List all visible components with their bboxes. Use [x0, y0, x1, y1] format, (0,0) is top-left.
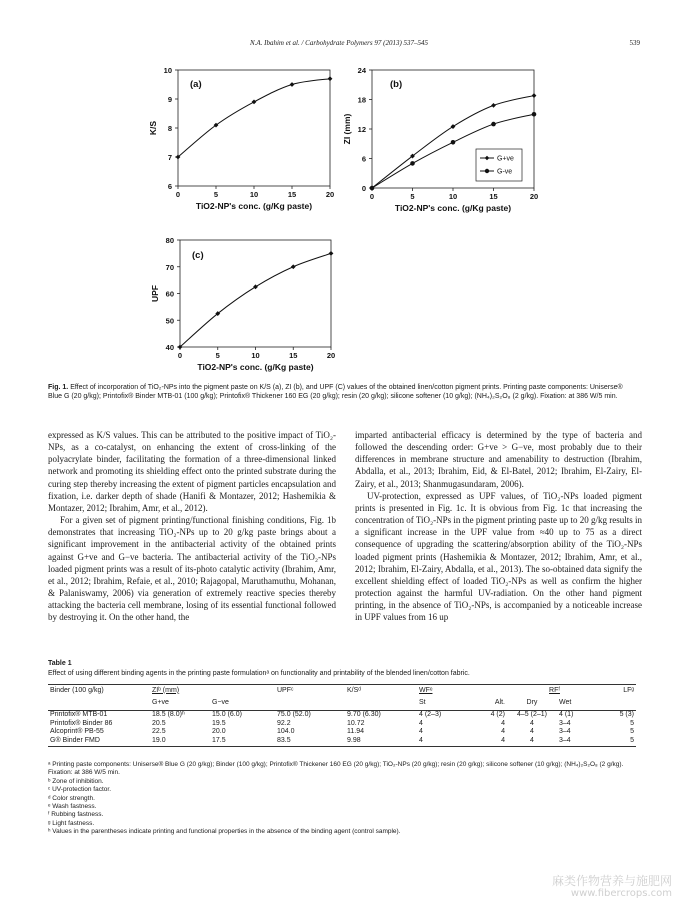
table-cell: 18.5 (8.0)ʰ — [152, 711, 185, 718]
table-cell: 3–4 — [559, 728, 571, 736]
paragraph: UV-protection, expressed as UPF values, of TiO₂-NPs loaded pigment prints is presented in Fig. 1c. It is obvious from Fig. 1c that increasing the concentration of TiO₂-NPs in the pigment printing paste up to 20 g/kg results in a significant increase in the UPF value from ≈40 up to 75 as a direct consequence of upgrading the scattering/absorption ability of the TiO₂-NPs loaded pigment prints (Hashemikia & Montazer, 2012; Ibrahim, Amr, et al., 2012; Ibrahim, El-Zairy, Abdalla, et al., 2013). The so-obtained data signify the excellent shielding effect of loaded TiO₂-NPs as well as confirm the higher protection against the harmful UV-radiation. On the other hand pigment printing, in the absence of TiO₂-NPs, is accompanied by a noticeable increase in UPF values from 16 up — [355, 490, 642, 623]
table-header-cell: ZIᵇ (mm) — [150, 685, 275, 698]
y-tick-label: 24 — [357, 66, 366, 75]
x-tick-label: 5 — [215, 351, 220, 360]
x-tick-label: 10 — [249, 190, 259, 199]
x-tick-label: 0 — [369, 192, 375, 201]
y-tick-label: 9 — [167, 95, 172, 104]
x-tick-label: 15 — [287, 190, 297, 199]
table-cell: 20.0 — [212, 728, 226, 736]
table-cell: 3–4 — [557, 737, 602, 746]
table-cell: 20.5 — [152, 719, 166, 727]
table-cell: 4 (2) — [490, 711, 505, 718]
x-axis-label: TiO2-NP's conc. (g/Kg paste) — [195, 201, 313, 211]
chart-panel-2 — [342, 66, 538, 213]
table-cell: 4 — [419, 719, 423, 727]
data-point — [532, 93, 537, 98]
page-number: 539 — [629, 39, 640, 47]
table-cell: 5 — [630, 719, 634, 727]
y-tick-label: 60 — [165, 289, 174, 299]
y-axis-label: UPF — [150, 285, 160, 302]
legend-label: G+ve — [497, 155, 514, 163]
footnote: ᶜ UV-protection factor. — [48, 786, 111, 794]
data-point — [532, 112, 537, 117]
table-cell: 4 — [417, 737, 475, 746]
y-axis-label: ZI (mm) — [342, 113, 352, 145]
footnote: ʰ Values in the parentheses indicate printing and functional properties in the absence of the binding agent (control sample). — [48, 828, 401, 836]
footnote: ᵍ Light fastness. — [48, 819, 95, 827]
paragraph: expressed as K/S values. This can be attributed to the positive impact of TiO₂-NPs, as a co-catalyst, on enhancing the extent of cross-linking of the polyacrylate binder, facilitating the formation of a three-dimensional linked network and promoting its shielding effect onto the printed substrate during the curing step thereby increasing the extent of pigment particles encapsulation and fixation, i.e. darker depth of shade (Hanifi & Montazer, 2012; Hashemikia & Montazer, 2012; Ibrahim, Amr, et al., 2012). — [48, 430, 336, 513]
table-cell: 104.0 — [277, 728, 295, 736]
footnote: ᵃ Printing paste components: Uniserse® Blue G (20 g/kg); Binder (100 g/kg); Printofix® Thickener 160 EG (20 g/kg); TiO₂-NPs (20 g/kg); resin (20 g/kg); silicone softener (10 g/kg); (NH₄)₂S₂O₈ (2 g/kg). Fixation: at 386 W/5 min. — [48, 761, 624, 777]
table-cell: 92.2 — [277, 719, 291, 727]
table-cell: 10.72 — [347, 719, 365, 727]
table-row — [48, 711, 636, 720]
body-column-left — [48, 429, 336, 624]
data-point — [291, 264, 296, 269]
panel-label: (a) — [190, 79, 202, 90]
x-tick-label: 5 — [213, 190, 219, 199]
figure-1 — [0, 0, 678, 380]
y-tick-label: 0 — [361, 184, 366, 193]
y-tick-label: 70 — [165, 262, 174, 272]
caption-text: Effect of incorporation of TiO₂-NPs into the pigment paste on K/S (a), ZI (b), and UPF (C) values of the obtained linen/cotton pigment prints. Printing paste components: Uniserse® Blue G (20 g/kg); Printofix® Binder MTB-01 (100 g/kg); Printofix® Thickener 160 EG (20 g/kg); resin (20 g/kg); silicone softener (10 g/kg); (NH₄)₂S₂O₈ (2 g/kg). Fixation: at 386 W/5 min. — [48, 384, 623, 401]
data-point — [290, 82, 295, 87]
series-line — [178, 79, 330, 157]
table-cell: 3–4 — [559, 719, 571, 727]
table-cell: 11.94 — [347, 728, 364, 736]
data-point — [491, 103, 496, 108]
table-cell: 4 — [419, 728, 423, 736]
y-tick-label: 40 — [165, 343, 174, 352]
table-header-cell: WFᵉ — [417, 685, 507, 698]
table-header-cell: K/Sᵈ — [345, 685, 417, 698]
table-cell: Alcoprint® PB-55 — [50, 728, 104, 736]
legend-marker — [485, 169, 489, 173]
table-header-cell: G−ve — [210, 697, 275, 711]
x-tick-label: 15 — [289, 351, 298, 360]
table-cell: 4 — [530, 728, 534, 736]
caption-label: Fig. 1. — [48, 384, 69, 391]
chart-panel-3 — [150, 236, 335, 372]
x-tick-label: 10 — [251, 351, 260, 360]
table-header-cell: UPFᶜ — [275, 685, 345, 698]
table-header-cell: G+ve — [150, 697, 210, 711]
y-tick-label: 50 — [165, 316, 174, 326]
table-header-cell: Wet — [557, 697, 602, 711]
body-column-right — [355, 429, 642, 624]
chart-panel-1 — [148, 66, 334, 211]
footnote: ᶠ Rubbing fastness. — [48, 811, 104, 819]
table-cell: Printofix® MTB-01 — [50, 711, 108, 718]
data-point — [328, 76, 333, 81]
y-tick-label: 6 — [167, 182, 172, 191]
x-tick-label: 10 — [448, 192, 458, 201]
table-row — [48, 720, 636, 729]
table-cell: G® Binder FMD — [48, 737, 150, 746]
table-row — [48, 737, 636, 746]
data-point — [410, 161, 415, 166]
legend-box — [476, 149, 522, 181]
x-axis-label: TiO2-NP's conc. (g/Kg paste) — [197, 362, 314, 372]
footnote: ᵉ Wash fastness. — [48, 803, 97, 811]
legend-label: G-ve — [497, 168, 513, 176]
y-tick-label: 10 — [163, 66, 172, 75]
x-tick-label: 5 — [410, 192, 415, 201]
x-tick-label: 0 — [175, 190, 181, 199]
table-cell: 5 — [602, 737, 636, 746]
x-tick-label: 0 — [177, 351, 183, 360]
x-tick-label: 20 — [529, 192, 539, 201]
table-cell: 9.70 (6.30) — [347, 711, 381, 718]
panel-label: (b) — [390, 79, 403, 90]
table-cell: 17.5 — [210, 737, 275, 746]
table-cell: 5 — [630, 728, 634, 736]
table-cell: 5 (3) — [619, 711, 634, 718]
table-title: Table 1 — [48, 660, 72, 667]
x-tick-label: 20 — [325, 190, 335, 199]
data-point — [491, 122, 496, 127]
figure-caption — [48, 383, 636, 402]
paragraph: imparted antibacterial efficacy is determined by the type of bacteria and followed the descending order: G+ve > G−ve, most probably due to their differences in membrane structure and amenability to destruction (Ibrahim, Abdalla, et al., 2013; Ibrahim, Eid, & El-Batel, 2012; Ibrahim, El-Zairy, El-Zairy, et al., 2013; Shanmugasundaram, 2006). — [355, 430, 642, 489]
table-header-cell: Dry — [507, 697, 557, 711]
table-caption: Effect of using different binding agents in the printing paste formulationᵃ on functionality and printability of the blended linen/cotton fabric. — [48, 670, 470, 677]
running-header: N.A. Ibahim et al. / Carbohydrate Polymers 97 (2013) 537–545 — [249, 39, 429, 47]
table-cell: 19.0 — [150, 737, 210, 746]
footnote: ᵈ Color strength. — [48, 794, 95, 802]
table-cell: 15.0 (6.0) — [212, 711, 242, 718]
table-cell: Printofix® Binder 86 — [50, 719, 113, 727]
data-point — [370, 186, 375, 191]
y-tick-label: 8 — [167, 124, 172, 133]
y-tick-label: 18 — [357, 95, 366, 105]
x-tick-label: 15 — [489, 192, 498, 201]
table-cell: 4 (2–3) — [419, 711, 442, 718]
table-cell: 22.5 — [152, 728, 166, 736]
table-footnotes — [48, 761, 638, 837]
table-cell: 4 (1) — [559, 711, 574, 718]
data-point — [329, 251, 334, 256]
table-cell: 4 — [501, 719, 505, 727]
y-axis-label: K/S — [148, 120, 158, 136]
data-point — [451, 124, 456, 129]
table-1 — [48, 684, 636, 747]
table-cell: 75.0 (52.0) — [277, 711, 311, 718]
y-tick-label: 7 — [167, 153, 172, 162]
table-cell: 4 — [507, 737, 557, 746]
data-point — [252, 100, 257, 105]
table-cell: 9.98 — [345, 737, 417, 746]
table-cell: 19.5 — [212, 719, 226, 727]
table-header-cell: RFᶠ — [507, 685, 602, 698]
table-row — [48, 728, 636, 737]
data-point — [451, 140, 456, 145]
table-cell: 4 — [501, 728, 505, 736]
watermark-url: www.fibercrops.com — [570, 888, 672, 899]
table-cell: 4 — [475, 737, 507, 746]
series-line — [180, 253, 331, 347]
table-header-cell: St — [417, 697, 475, 711]
panel-label: (c) — [192, 250, 204, 261]
data-point — [253, 284, 258, 289]
table-cell: 83.5 — [275, 737, 345, 746]
footnote: ᵇ Zone of inhibition. — [48, 777, 104, 785]
x-tick-label: 20 — [326, 351, 336, 360]
y-tick-label: 6 — [361, 154, 366, 164]
table-cell: 4 — [530, 719, 534, 727]
y-tick-label: 12 — [357, 125, 366, 134]
watermark-cn: 麻类作物营养与施肥网 — [551, 874, 672, 888]
x-axis-label: TiO2-NP's conc. (g/Kg paste) — [394, 203, 512, 213]
paragraph: For a given set of pigment printing/functional finishing conditions, Fig. 1b demonstrates that increasing TiO₂-NPs up to 20 g/kg paste brings about a significant improvement in the antibacterial activity of the obtained prints against G+ve and G−ve bacteria. The antibacterial activity of the TiO₂-NPs loaded pigment prints was a result of its-photo catalytic activity (Ibrahim, Amr, et al., 2012; Ibrahim, Refaie, et al., 2010; Rajagopal, Maruthamuthu, Mohanan, & Palaniswamy, 2006) via generation of extremely reactive species thereby attacking the bacteria cell membrane, losing of its essential functional followed by destroying it. On the other hand, the — [48, 515, 336, 623]
table-cell: 4–5 (2–1) — [517, 711, 547, 718]
table-header-cell: LFᵍ — [602, 685, 636, 698]
table-header-cell: Alt. — [475, 697, 507, 711]
y-tick-label: 80 — [165, 236, 174, 245]
table-header-cell: Binder (100 g/kg) — [48, 685, 150, 698]
